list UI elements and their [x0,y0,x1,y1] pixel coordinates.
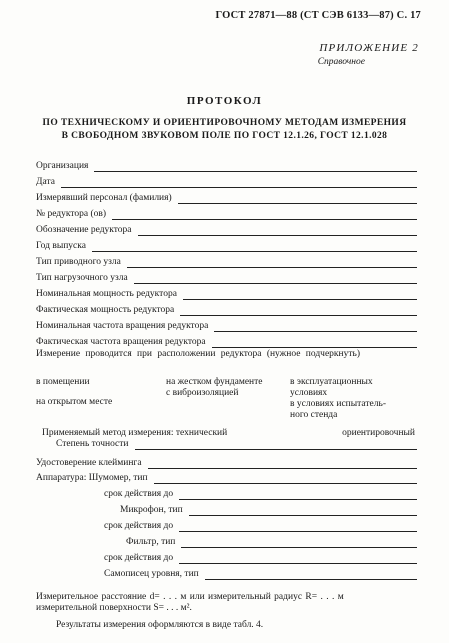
distance-line-2: измерительной поверхности S= . . . м². [36,603,192,613]
field-organization [36,158,417,172]
field-label: Микрофон, тип [120,505,183,515]
fill-in-line [134,274,417,284]
option-outdoors: на открытом месте [36,397,113,407]
field-label: Номинальная мощность редуктора [36,289,177,299]
field-microphone [120,502,417,516]
option-test-stand: в условиях испытатель- [290,399,386,409]
field-label: Организация [36,161,89,171]
fill-in-line [148,459,417,469]
field-label: Тип нагрузочного узла [36,273,128,283]
fill-in-line [183,290,417,300]
field-label: № редуктора (ов) [36,209,107,219]
fill-in-line [179,554,417,564]
document-subtitle-line-1: ПО ТЕХНИЧЕСКОМУ И ОРИЕНТИРОВОЧНОМУ МЕТОДАМ ИЗМЕРЕНИЯ [42,118,407,128]
document-subtitle-line-2: В СВОБОДНОМ ЗВУКОВОМ ПОЛЕ ПО ГОСТ 12.1.26, ГОСТ 12.1.028 [61,131,388,141]
field-label: Тип приводного узла [36,257,121,267]
field-label: Фактическая мощность редуктора [36,305,175,315]
field-nominal-power [36,286,417,300]
results-note: Результаты измерения оформляются в виде табл. 4. [56,620,264,630]
field-filter [126,534,417,548]
field-load-type [36,270,417,284]
field-label: срок действия до [104,553,174,563]
field-gearbox-designation [36,222,417,236]
fill-in-line [179,522,417,532]
field-certificate [36,455,417,469]
field-filter-validity [104,550,417,564]
field-label: Самописец уровня, тип [104,569,199,579]
fill-in-line [154,474,417,484]
fill-in-line [127,258,417,268]
option-test-stand-cont: ного стенда [290,410,338,420]
field-level-recorder [104,566,417,580]
fill-in-line [61,178,417,188]
field-label: Степень точности [56,439,129,449]
field-drive-type [36,254,417,268]
fill-in-line [181,538,417,548]
field-label: Фильтр, тип [126,537,176,547]
field-meter-validity [104,486,417,500]
option-rigid-foundation: на жестком фундаменте [166,377,263,387]
field-label: срок действия до [104,489,174,499]
fill-in-line [112,210,417,220]
option-indoors: в помещении [36,377,90,387]
option-vibration-isolation: с виброизоляцией [166,388,239,398]
field-actual-speed [36,334,417,348]
fill-in-line [205,570,417,580]
fill-in-line [94,162,417,172]
field-label: Измерявший персонал (фамилия) [36,193,172,203]
distance-line-1: Измерительное расстояние d= . . . м или измерительный радиус R= . . . м [36,592,344,602]
field-microphone-validity [104,518,417,532]
field-label: срок действия до [104,521,174,531]
option-operating-conditions: в эксплуатационных [290,377,373,387]
fill-in-line [92,242,417,252]
field-label: Номинальная частота вращения редуктора [36,321,209,331]
fill-in-line [179,490,417,500]
method-label: Применяемый метод измерения: технический [42,428,228,438]
location-prompt: Измерение проводится при расположении редуктора (нужное подчеркнуть) [36,349,361,359]
field-label: Аппаратура: Шумомер, тип [36,473,148,483]
appendix-label: ПРИЛОЖЕНИЕ 2 [319,42,419,54]
field-label: Удостоверение клейминга [36,458,142,468]
field-nominal-speed [36,318,417,332]
field-label: Обозначение редуктора [36,225,132,235]
fill-in-line [214,322,417,332]
fill-in-line [180,306,417,316]
fill-in-line [189,506,417,516]
field-label: Год выпуска [36,241,86,251]
document-title: ПРОТОКОЛ [186,95,263,107]
reference-label: Справочное [317,57,365,67]
field-label: Фактическая частота вращения редуктора [36,337,206,347]
field-actual-power [36,302,417,316]
fill-in-line [138,226,417,236]
fill-in-line [135,440,417,450]
page-header: ГОСТ 27871—88 (СТ СЭВ 6133—87) С. 17 [215,10,421,21]
field-personnel [36,190,417,204]
field-label: Дата [36,177,55,187]
field-accuracy [56,436,417,450]
fill-in-line [178,194,417,204]
field-sound-level-meter [36,470,417,484]
method-alternative: ориентировочный [342,428,415,438]
field-year [36,238,417,252]
field-gearbox-number [36,206,417,220]
fill-in-line [212,338,417,348]
field-date [36,174,417,188]
option-operating-conditions-cont: условиях [290,388,328,398]
